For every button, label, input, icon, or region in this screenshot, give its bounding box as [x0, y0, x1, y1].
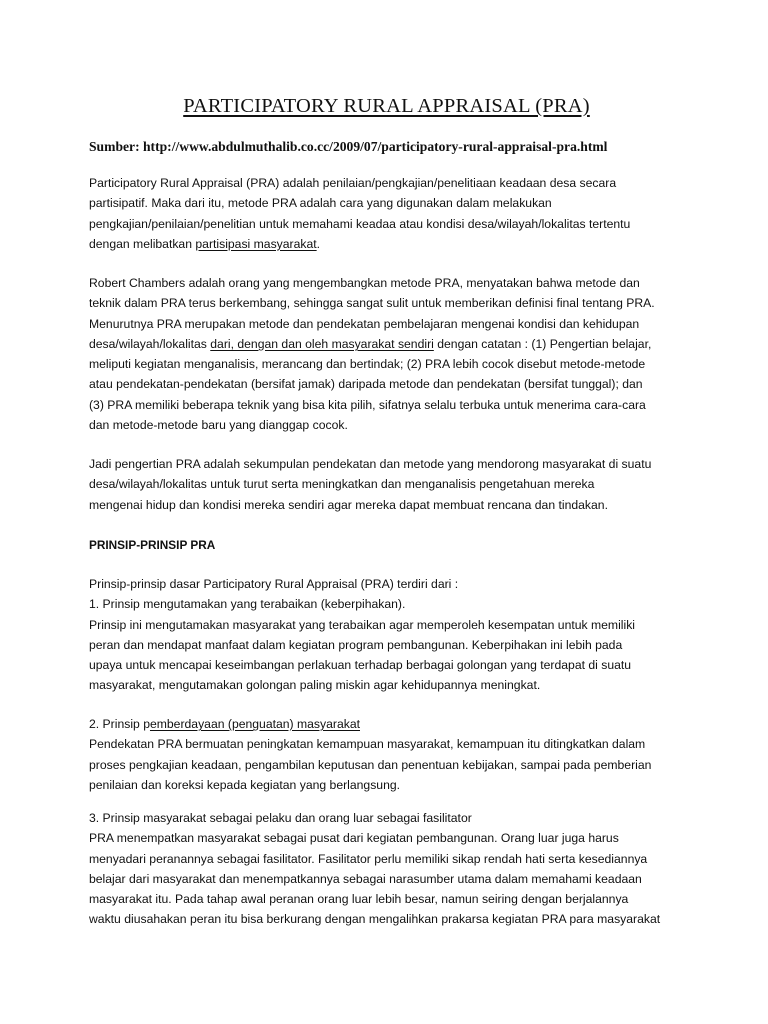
text-line: Robert Chambers adalah orang yang mengembangkan metode PRA, menyatakan bahwa metode dan [89, 276, 640, 290]
text-line: Pendekatan PRA bermuatan peningkatan kemampuan masyarakat, kemampuan itu ditingkatkan dalam [89, 737, 646, 752]
text-line: mengenai hidup dan kondisi mereka sendiri agar mereka dapat membuat rencana dan tindakan. [89, 497, 608, 512]
text-line [89, 714, 689, 734]
text-line: 1. Prinsip mengutamakan yang terabaikan (keberpihakan). [89, 597, 406, 612]
text-line: belajar dari masyarakat dan menempatkannya sebagai narasumber utama dalam memahami keadaan [89, 871, 642, 886]
text-line: PRA menempatkan masyarakat sebagai pusat dari kegiatan pembangunan. Orang luar juga harus [89, 831, 619, 846]
underlined-term: dari, dengan dan oleh masyarakat sendiri [210, 336, 434, 351]
text-segment: . [316, 236, 321, 251]
text-line: pengkajian/penilaian/penelitian untuk memahami keadaa atau kondisi desa/wilayah/lokalitas tertentu [89, 216, 631, 231]
text-line: Prinsip ini mengutamakan masyarakat yang terabaikan agar memperoleh kesempatan untuk memiliki [89, 617, 635, 632]
text-line: masyarakat, mengutamakan golongan paling miskin agar kehidupannya meningkat. [89, 678, 541, 693]
text-line: peran dan mendapat manfaat dalam kegiatan program pembangunan. Keberpihakan ini lebih pada [89, 637, 623, 652]
paragraph-principle-3 [89, 808, 689, 930]
text-line: meliputi kegiatan menganalisis, merancang dan bertindak; (2) PRA lebih cocok disebut metode-metode [89, 357, 646, 372]
text-line: Jadi pengertian PRA adalah sekumpulan pendekatan dan metode yang mendorong masyarakat di suatu [89, 457, 652, 471]
document-title: PARTICIPATORY RURAL APPRAISAL (PRA) [183, 95, 590, 117]
text-line: teknik dalam PRA terus berkembang, sehingga sangat sulit untuk memberikan definisi final tentang PRA. [89, 296, 655, 311]
text-line: menyadari peranannya sebagai fasilitator. Fasilitator perlu memiliki sikap rendah hati serta kesediannya [89, 851, 648, 866]
text-segment: dengan catatan : (1) Pengertian belajar, [433, 336, 652, 351]
text-line: partisipatif. Maka dari itu, metode PRA adalah cara yang digunakan dalam melakukan [89, 196, 552, 211]
text-line: upaya untuk mencapai keseimbangan perlakuan terhadap berbagai golongan yang terdapat di suatu [89, 658, 632, 673]
text-line: 3. Prinsip masyarakat sebagai pelaku dan orang luar sebagai fasilitator [89, 811, 472, 825]
text-line: dan metode-metode baru yang dianggap cocok. [89, 418, 348, 433]
underlined-term: emberdayaan (penguatan) masyarakat [149, 717, 360, 731]
text-line: Prinsip-prinsip dasar Participatory Rural Appraisal (PRA) terdiri dari : [89, 577, 459, 591]
paragraph-summary [89, 454, 689, 515]
text-line: atau pendekatan-pendekatan (bersifat jamak) daripada metode dan pendekatan (bersifat tunggal); dan [89, 377, 643, 392]
text-segment: dengan melibatkan [89, 236, 196, 251]
paragraph-definition [89, 173, 689, 254]
text-line [89, 234, 689, 254]
text-line: waktu diusahakan peran itu bisa berkurang dengan mengalihkan prakarsa kegiatan PRA para masyarakat [89, 912, 661, 927]
text-line: Menurutnya PRA merupakan metode dan pendekatan pembelajaran mengenai kondisi dan kehidupan [89, 316, 640, 331]
text-line: desa/wilayah/lokalitas untuk turut serta meningkatkan dan menganalisis pengetahuan mereka [89, 477, 595, 492]
text-line: (3) PRA memiliki beberapa teknik yang bisa kita pilih, sifatnya selalu terbuka untuk menerima cara-cara [89, 397, 646, 412]
paragraph-principle-1 [89, 574, 689, 696]
paragraph-robert-chambers [89, 273, 689, 435]
text-line: Participatory Rural Appraisal (PRA) adalah penilaian/pengkajian/penelitiaan keadaan desa secara [89, 176, 617, 190]
text-line: masyarakat itu. Pada tahap awal peranan orang luar lebih besar, namun seiring dengan berjalannya [89, 892, 629, 907]
text-line: penilaian dan koreksi kepada kegiatan yang berlangsung. [89, 777, 401, 792]
text-line [89, 334, 689, 354]
underlined-term: partisipasi masyarakat [195, 236, 317, 251]
section-heading: PRINSIP-PRINSIP PRA [89, 538, 216, 552]
text-segment: 2. Prinsip p [89, 717, 150, 731]
source-reference: Sumber: http://www.abdulmuthalib.co.cc/2009/07/participatory-rural-appraisal-pra.html [89, 139, 608, 154]
paragraph-principle-2 [89, 714, 689, 795]
text-line: proses pengkajian keadaan, pengambilan keputusan dan penentuan kebijakan, sampai pada pemberian [89, 757, 652, 772]
text-segment: desa/wilayah/lokalitas [89, 336, 211, 351]
